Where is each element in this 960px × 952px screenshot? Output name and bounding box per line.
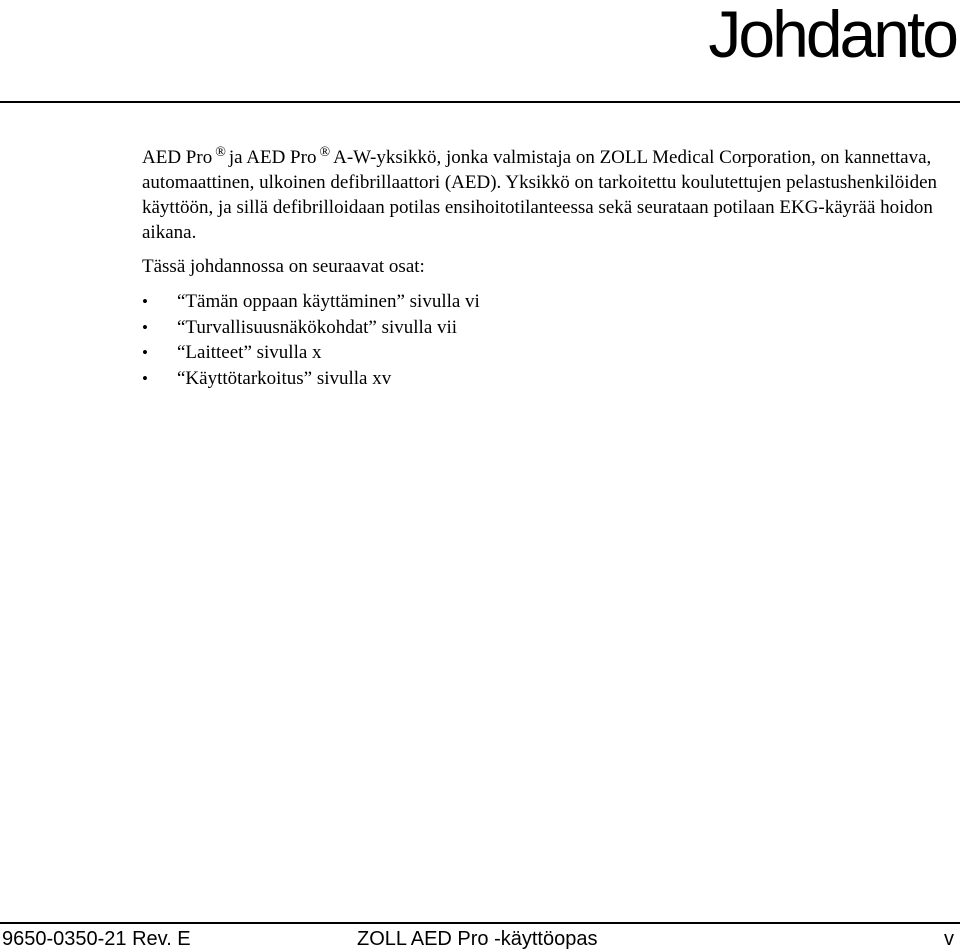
registered-mark-icon: ®: [215, 145, 226, 160]
list-item[interactable]: [142, 340, 952, 366]
footer-doc-title: ZOLL AED Pro -käyttöopas: [357, 928, 598, 950]
section-link[interactable]: “Laitteet” sivulla x: [177, 342, 322, 363]
section-link[interactable]: “Turvallisuusnäkökohdat” sivulla vii: [177, 316, 458, 338]
section-link[interactable]: “Tämän oppaan käyttäminen” sivulla vi: [177, 291, 480, 312]
body-content: [142, 140, 952, 391]
title-divider: [0, 101, 960, 103]
section-list: [142, 289, 952, 391]
footer-divider: [0, 922, 960, 924]
intro-description: A-W-yksikkö, jonka valmistaja on ZOLL Medical Corporation, on kannettava, automaattinen, ulkoinen defibrillaattori (AED). Yksikkö on tarkoitettu koulutettujen pelastushenkilöiden käyttöön, ja sillä defibrilloidaan potilas ensihoitotilanteessa sekä seurataan potilaan EKG-käyrää hoidon aikana.: [142, 147, 938, 243]
bullet-icon: •: [142, 317, 148, 337]
intro-paragraph: [142, 140, 952, 245]
footer-page-number: v: [944, 928, 954, 950]
list-item[interactable]: [142, 366, 952, 392]
list-item[interactable]: [142, 315, 952, 341]
registered-mark-icon: ®: [319, 145, 331, 160]
sections-intro: Tässä johdannossa on seuraavat osat:: [142, 256, 425, 277]
section-link[interactable]: “Käyttötarkoitus” sivulla xv: [177, 367, 392, 389]
intro-product-name-2: ja AED Pro: [228, 147, 317, 168]
page-footer: [0, 926, 960, 952]
bullet-icon: •: [142, 368, 148, 388]
page-title: Johdanto: [708, 0, 956, 71]
bullet-icon: •: [142, 292, 148, 311]
list-item[interactable]: [142, 289, 952, 315]
bullet-icon: •: [142, 343, 148, 362]
intro-product-name: AED Pro: [142, 147, 213, 168]
footer-doc-number: 9650-0350-21 Rev. E: [2, 928, 191, 950]
